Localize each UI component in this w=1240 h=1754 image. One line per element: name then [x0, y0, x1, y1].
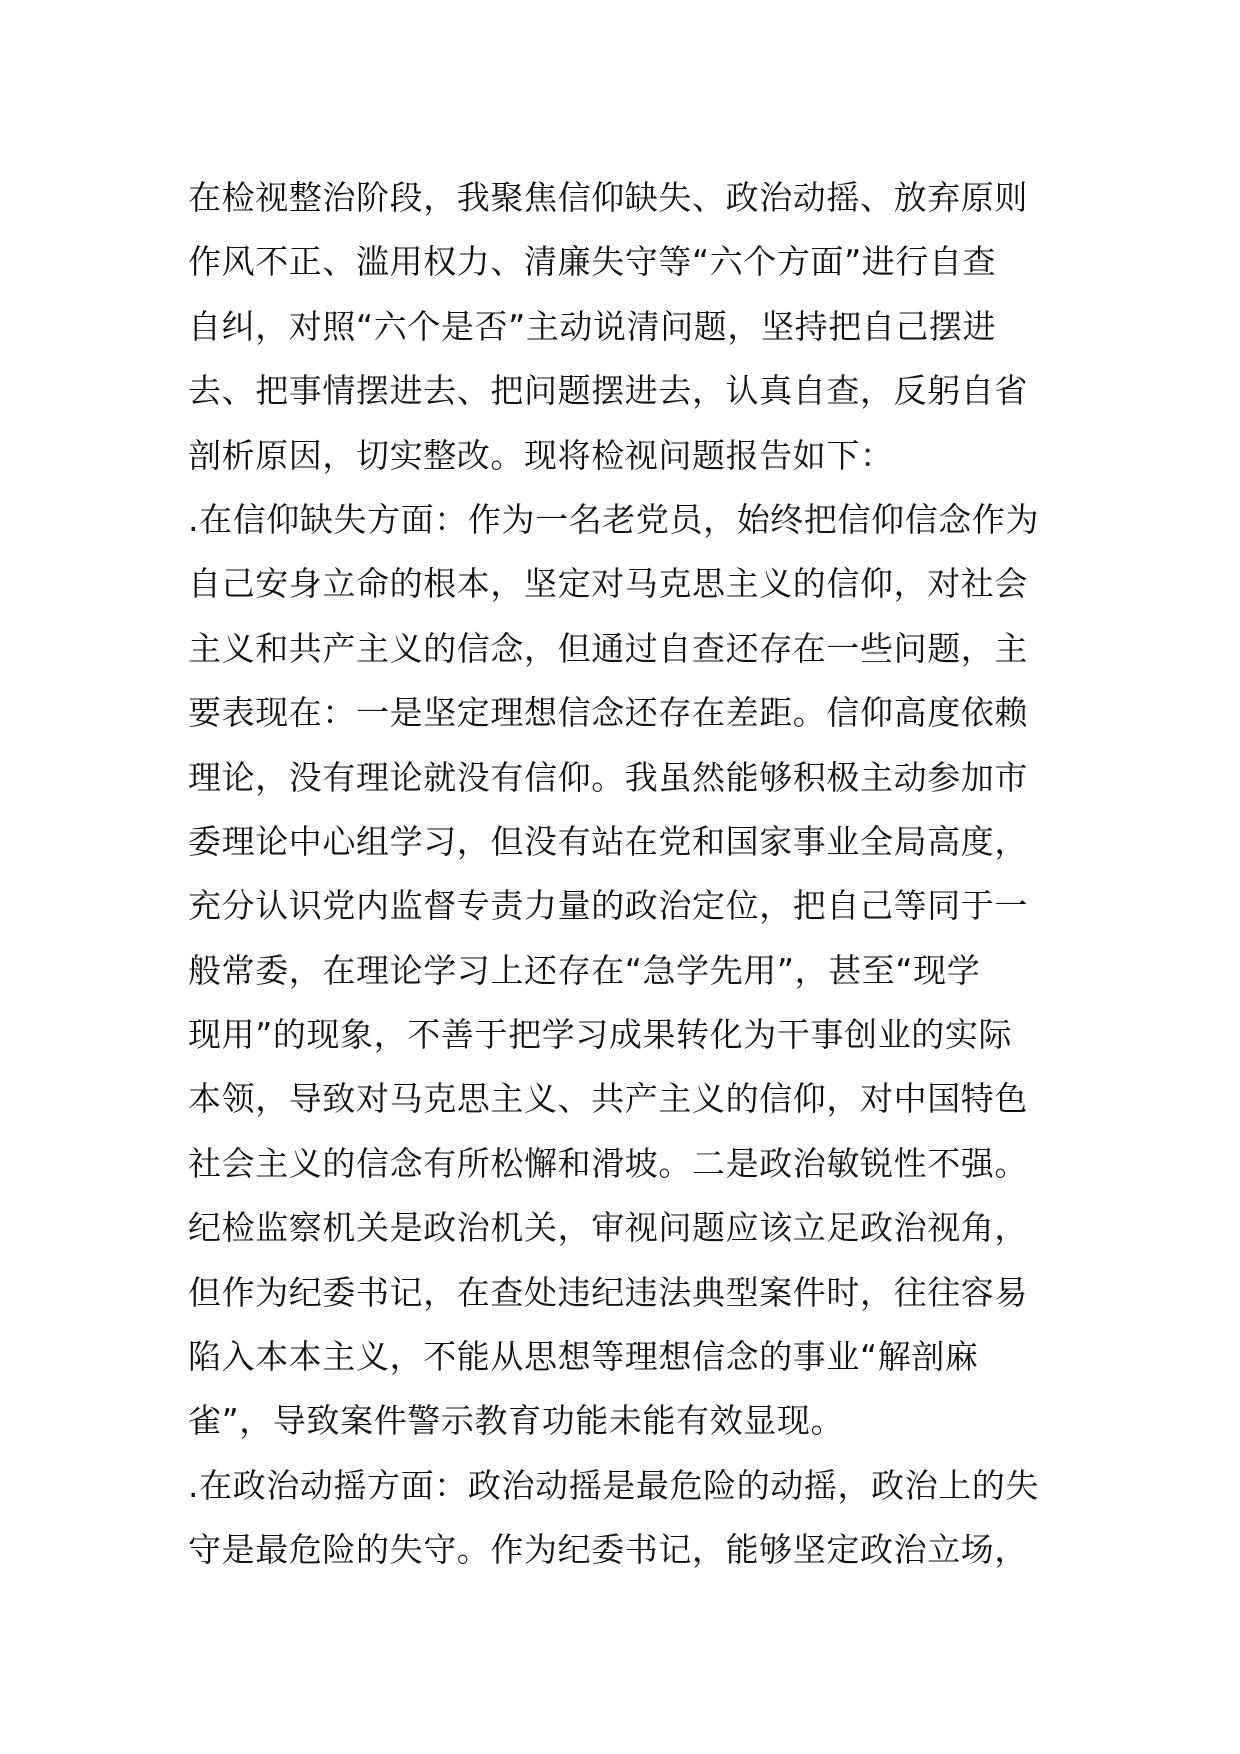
text-line-9: 要表现在：一是坚定理想信念还存在差距。信仰高度依赖 [188, 693, 1028, 733]
text-line-5: 剖析原因，切实整改。现将检视问题报告如下： [188, 435, 894, 475]
text-line-4: 去、把事情摆进去、把问题摆进去，认真自查，反躬自省 [188, 371, 1028, 411]
text-line-14: 现用”的现象，不善于把学习成果转化为干事创业的实际 [188, 1015, 1013, 1055]
text-line-1: 在检视整治阶段，我聚焦信仰缺失、政治动摇、放弃原则 [188, 178, 1028, 217]
text-line-7: 自己安身立命的根本，坚定对马克思主义的信仰，对社会 [188, 564, 1028, 604]
text-line-17: 纪检监察机关是政治机关，审视问题应该立足政治视角， [188, 1208, 1028, 1248]
text-line-21: .在政治动摇方面：政治动摇是最危险的动摇，政治上的失 [188, 1465, 1040, 1505]
text-line-13: 般常委，在理论学习上还存在“急学先用”，甚至“现学 [188, 950, 981, 990]
text-line-8: 主义和共产主义的信念，但通过自查还存在一些问题，主 [188, 628, 1028, 668]
text-line-16: 社会主义的信念有所松懈和滑坡。二是政治敏锐性不强。 [188, 1143, 1028, 1183]
text-line-22: 守是最危险的失守。作为纪委书记，能够坚定政治立场， [188, 1530, 1028, 1570]
text-line-15: 本领，导致对马克思主义、共产主义的信仰，对中国特色 [188, 1079, 1028, 1119]
text-line-20: 雀”，导致案件警示教育功能未能有效显现。 [188, 1401, 845, 1441]
text-line-12: 充分认识党内监督专责力量的政治定位，把自己等同于一 [188, 886, 1028, 926]
text-line-3: 自纠，对照“六个是否”主动说清问题，坚持把自己摆进 [188, 306, 997, 346]
text-line-10: 理论，没有理论就没有信仰。我虽然能够积极主动参加市 [188, 757, 1028, 797]
text-line-11: 委理论中心组学习，但没有站在党和国家事业全局高度， [188, 821, 1028, 861]
text-line-2: 作风不正、滥用权力、清廉失守等“六个方面”进行自查 [188, 242, 997, 282]
text-line-6: .在信仰缺失方面：作为一名老党员，始终把信仰信念作为 [188, 499, 1040, 539]
text-line-18: 但作为纪委书记，在查处违纪违法典型案件时，往往容易 [188, 1272, 1028, 1312]
document-body [188, 166, 1068, 1583]
text-line-19: 陷入本本主义，不能从思想等理想信念的事业“解剖麻 [188, 1337, 979, 1377]
